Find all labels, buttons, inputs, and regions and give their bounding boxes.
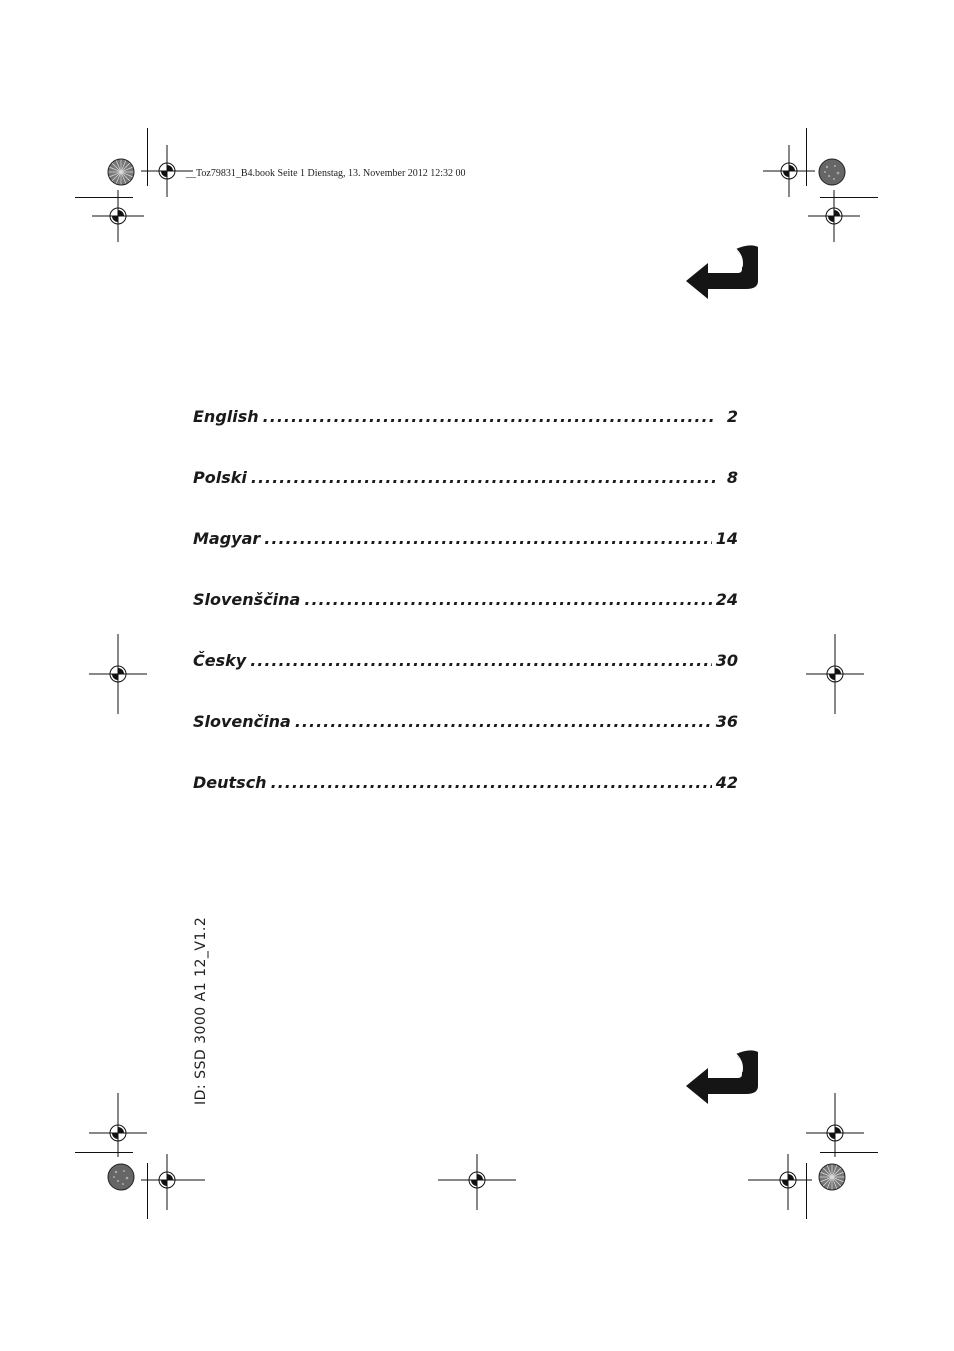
- toc-entry-slovencina[interactable]: [193, 712, 738, 773]
- toc-page-number: 42: [715, 773, 738, 792]
- toc-label: Slovenščina: [193, 590, 301, 609]
- toc-label: English: [193, 407, 259, 426]
- toc-entry-polski[interactable]: [193, 468, 738, 529]
- toc-leader-dots: [271, 773, 712, 792]
- registration-mark-icon: [438, 1154, 516, 1210]
- toc-leader-dots: [264, 529, 711, 548]
- toc-label: Deutsch: [193, 773, 267, 792]
- registration-mark-icon: [808, 190, 860, 242]
- toc-page-number: 2: [726, 407, 738, 426]
- registration-mark-icon: [748, 1154, 812, 1210]
- toc-page-number: 14: [715, 529, 738, 548]
- toc-leader-dots: [304, 590, 711, 609]
- toc-leader-dots: [295, 712, 712, 731]
- toc-page-number: 8: [726, 468, 738, 487]
- return-arrow-icon: [684, 1048, 760, 1106]
- registration-mark-icon: [141, 145, 193, 197]
- color-wheel-icon: [818, 158, 846, 186]
- registration-mark-icon: [89, 1093, 147, 1157]
- toc-page-number: 24: [715, 590, 738, 609]
- toc-entry-cesky[interactable]: [193, 651, 738, 712]
- toc-label: Česky: [193, 651, 247, 670]
- registration-mark-icon: [806, 634, 864, 714]
- toc-leader-dots: [263, 407, 716, 426]
- document-id: ID: SSD 3000 A1 12_V1.2: [193, 916, 209, 1105]
- toc-page-number: 30: [715, 651, 738, 670]
- table-of-contents: [193, 407, 738, 834]
- color-wheel-icon: [818, 1163, 846, 1191]
- toc-entry-deutsch[interactable]: [193, 773, 738, 834]
- toc-label: Magyar: [193, 529, 261, 548]
- toc-label: Slovenčina: [193, 712, 291, 731]
- registration-mark-icon: [92, 190, 144, 242]
- toc-leader-dots: [250, 651, 712, 670]
- registration-mark-icon: [89, 634, 147, 714]
- color-wheel-icon: [107, 1163, 135, 1191]
- return-arrow-icon: [684, 243, 760, 301]
- registration-mark-icon: [141, 1154, 205, 1210]
- toc-label: Polski: [193, 468, 247, 487]
- file-info-header: __Toz79831_B4.book Seite 1 Dienstag, 13. November 2012 12:32 00: [186, 168, 466, 179]
- toc-entry-slovenscina[interactable]: [193, 590, 738, 651]
- toc-entry-magyar[interactable]: [193, 529, 738, 590]
- registration-mark-icon: [806, 1093, 864, 1157]
- color-wheel-icon: [107, 158, 135, 186]
- toc-entry-english[interactable]: [193, 407, 738, 468]
- toc-page-number: 36: [715, 712, 738, 731]
- toc-leader-dots: [251, 468, 716, 487]
